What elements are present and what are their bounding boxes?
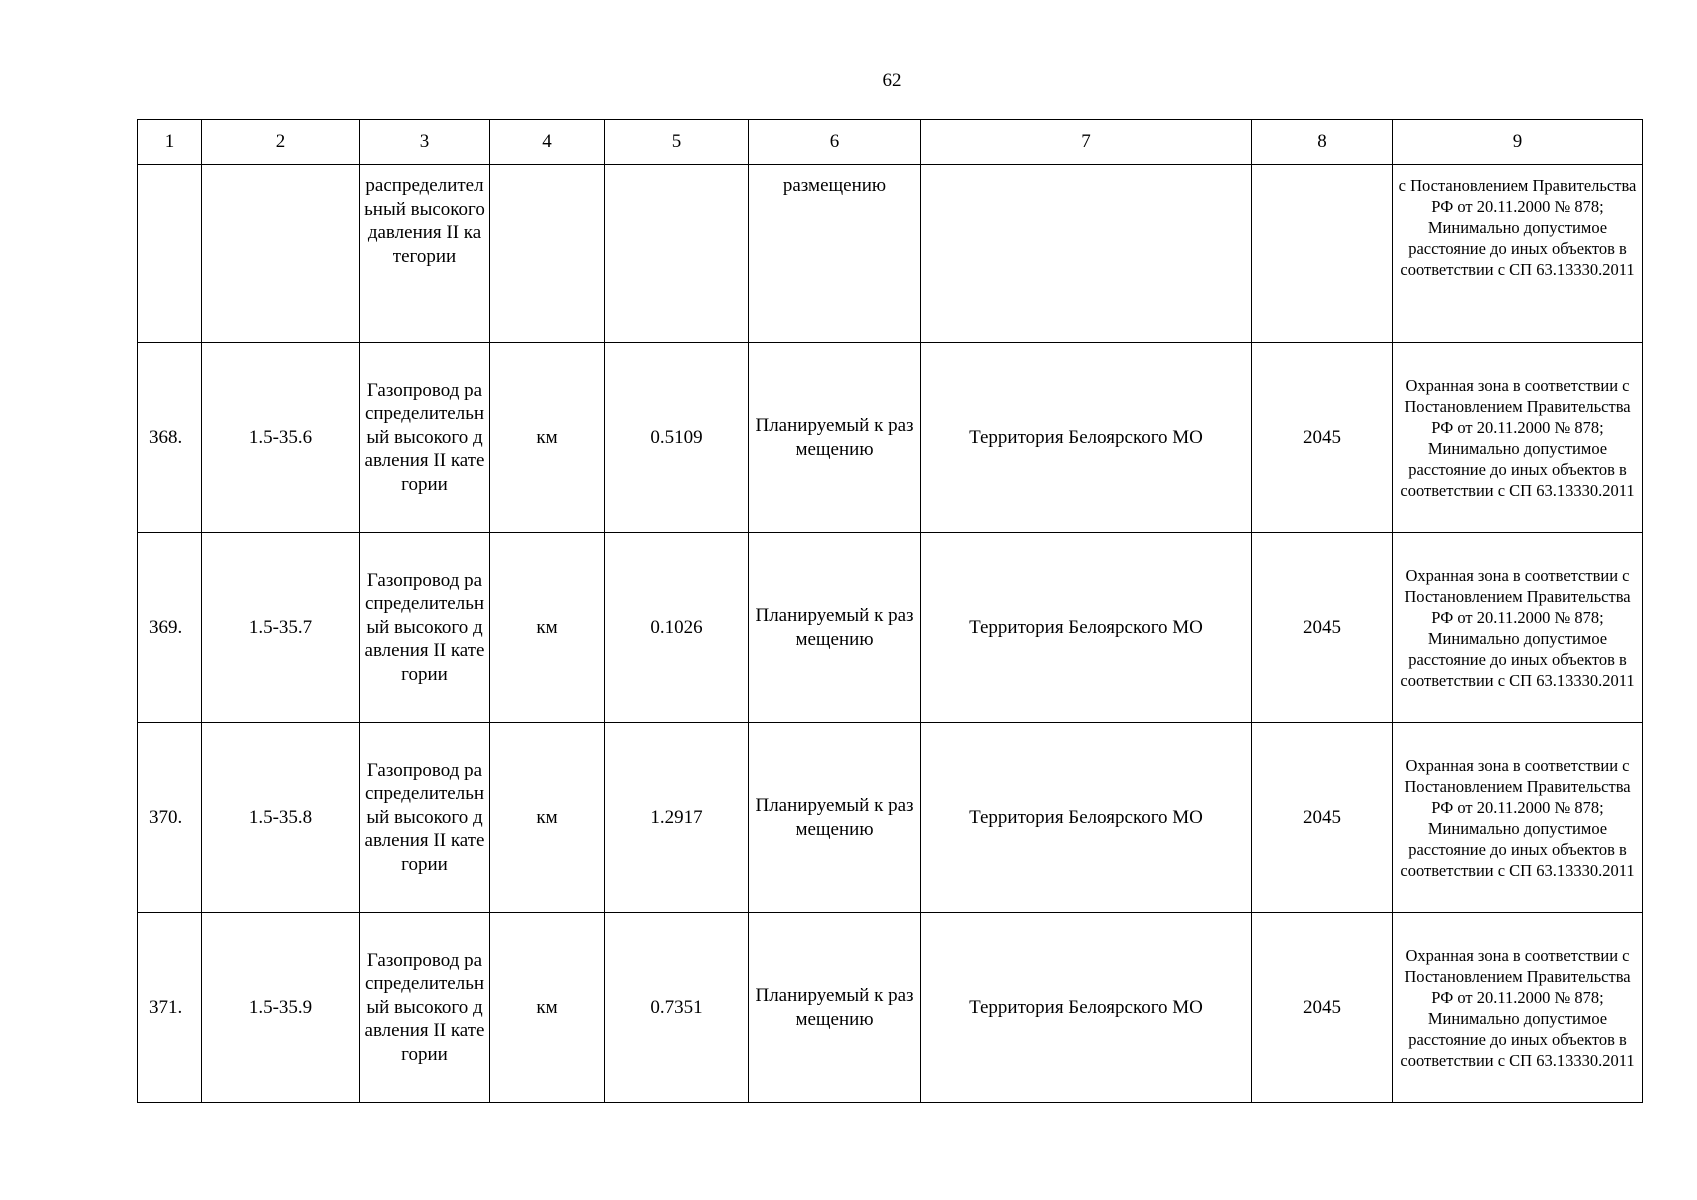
planned-objects-table <box>137 119 1643 1103</box>
table-row <box>138 533 1643 723</box>
value-cell: 0.5109 <box>605 343 749 533</box>
year-cell: 2045 <box>1252 723 1393 913</box>
row-number-cell: 369. <box>138 533 202 723</box>
code-cell: 1.5-35.9 <box>202 913 360 1103</box>
status-cell: Планируемый к размещению <box>749 343 921 533</box>
header-cell: 7 <box>921 120 1252 165</box>
location-cell: Территория Белоярского МО <box>921 723 1252 913</box>
unit-cell: км <box>490 343 605 533</box>
location-cell: Территория Белоярского МО <box>921 343 1252 533</box>
header-cell: 2 <box>202 120 360 165</box>
table-header-row <box>138 120 1643 165</box>
year-cell <box>1252 165 1393 343</box>
unit-cell <box>490 165 605 343</box>
status-cell: размещению <box>749 165 921 343</box>
header-cell: 1 <box>138 120 202 165</box>
header-cell: 6 <box>749 120 921 165</box>
note-cell: с Постановлением Правительства РФ от 20.11.2000 № 878; Минимально допустимое расстояние до иных объектов в соответствии с СП 63.13330.2011 <box>1393 165 1643 343</box>
header-cell: 9 <box>1393 120 1643 165</box>
status-cell: Планируемый к размещению <box>749 913 921 1103</box>
value-cell: 1.2917 <box>605 723 749 913</box>
row-number-cell <box>138 165 202 343</box>
object-name-cell: Газопровод распределительный высокого давления II категории <box>360 913 490 1103</box>
location-cell: Территория Белоярского МО <box>921 913 1252 1103</box>
status-cell: Планируемый к размещению <box>749 723 921 913</box>
code-cell <box>202 165 360 343</box>
row-number-cell: 371. <box>138 913 202 1103</box>
value-cell <box>605 165 749 343</box>
code-cell: 1.5-35.6 <box>202 343 360 533</box>
header-cell: 5 <box>605 120 749 165</box>
value-cell: 0.1026 <box>605 533 749 723</box>
row-number-cell: 370. <box>138 723 202 913</box>
location-cell: Территория Белоярского МО <box>921 533 1252 723</box>
year-cell: 2045 <box>1252 343 1393 533</box>
value-cell: 0.7351 <box>605 913 749 1103</box>
year-cell: 2045 <box>1252 913 1393 1103</box>
year-cell: 2045 <box>1252 533 1393 723</box>
page-number: 62 <box>882 70 902 91</box>
object-name-cell: распределительный высокого давления II категории <box>360 165 490 343</box>
header-cell: 8 <box>1252 120 1393 165</box>
note-cell: Охранная зона в соответствии с Постановлением Правительства РФ от 20.11.2000 № 878; Минимально допустимое расстояние до иных объектов в соответствии с СП 63.13330.2011 <box>1393 723 1643 913</box>
note-cell: Охранная зона в соответствии с Постановлением Правительства РФ от 20.11.2000 № 878; Минимально допустимое расстояние до иных объектов в соответствии с СП 63.13330.2011 <box>1393 913 1643 1103</box>
unit-cell: км <box>490 533 605 723</box>
table-row-continuation <box>138 165 1643 343</box>
table-row <box>138 913 1643 1103</box>
unit-cell: км <box>490 913 605 1103</box>
table-row <box>138 343 1643 533</box>
header-cell: 4 <box>490 120 605 165</box>
location-cell <box>921 165 1252 343</box>
note-cell: Охранная зона в соответствии с Постановлением Правительства РФ от 20.11.2000 № 878; Минимально допустимое расстояние до иных объектов в соответствии с СП 63.13330.2011 <box>1393 533 1643 723</box>
status-cell: Планируемый к размещению <box>749 533 921 723</box>
unit-cell: км <box>490 723 605 913</box>
row-number-cell: 368. <box>138 343 202 533</box>
object-name-cell: Газопровод распределительный высокого давления II категории <box>360 343 490 533</box>
note-cell: Охранная зона в соответствии с Постановлением Правительства РФ от 20.11.2000 № 878; Минимально допустимое расстояние до иных объектов в соответствии с СП 63.13330.2011 <box>1393 343 1643 533</box>
object-name-cell: Газопровод распределительный высокого давления II категории <box>360 723 490 913</box>
header-cell: 3 <box>360 120 490 165</box>
table-row <box>138 723 1643 913</box>
code-cell: 1.5-35.7 <box>202 533 360 723</box>
code-cell: 1.5-35.8 <box>202 723 360 913</box>
object-name-cell: Газопровод распределительный высокого давления II категории <box>360 533 490 723</box>
